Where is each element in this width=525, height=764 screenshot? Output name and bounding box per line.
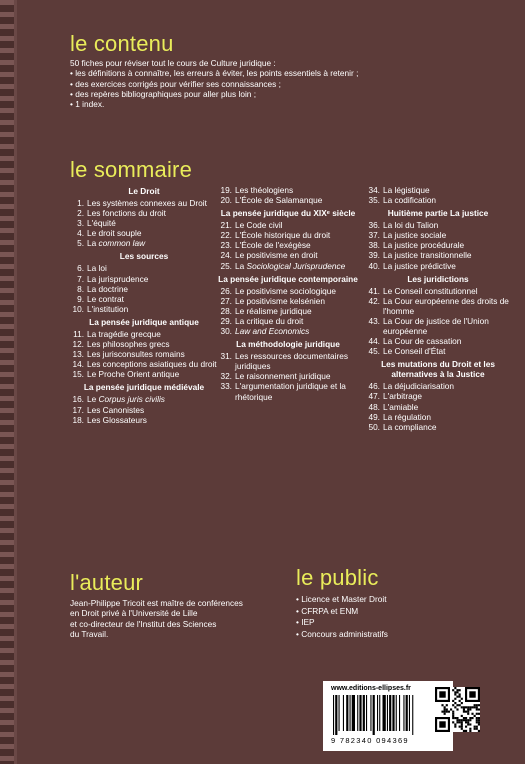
list-item: 29. La critique du droit bbox=[220, 315, 304, 326]
sommaire-title: le sommaire bbox=[70, 157, 193, 182]
list-item: 15. Le Proche Orient antique bbox=[72, 369, 180, 380]
list-item: 8. La doctrine bbox=[77, 283, 129, 294]
list-item: 50. La compliance bbox=[368, 421, 437, 432]
list-item: 33. L'argumentation juridique et la rhétorique bbox=[220, 381, 346, 402]
decorative-stripes bbox=[0, 0, 14, 764]
list-item: 19. Les théologiens bbox=[220, 185, 294, 195]
list-item: 27. Le positivisme kelsénien bbox=[220, 295, 325, 306]
list-item: 35. La codification bbox=[368, 195, 437, 206]
list-item: 5. La common law bbox=[77, 238, 146, 249]
list-item: 1. Les systèmes connexes au Droit bbox=[77, 198, 207, 208]
contenu-line: • des exercices corrigés pour vérifier ses connaissances ; bbox=[70, 78, 281, 89]
list-item: 20. L'École de Salamanque bbox=[220, 195, 323, 206]
list-item: 18. Les Glossateurs bbox=[72, 414, 147, 425]
list-item: 37. La justice sociale bbox=[368, 230, 447, 241]
list-item: 32. Le raisonnement juridique bbox=[220, 371, 331, 382]
list-item: 38. La justice procédurale bbox=[368, 240, 465, 251]
section-heading: La pensée juridique médiévale bbox=[83, 382, 205, 393]
public-item: • Licence et Master Droit bbox=[296, 594, 387, 604]
section-heading: La pensée juridique du XIXᵉ siècle bbox=[220, 208, 356, 219]
list-item: 40. La justice prédictive bbox=[368, 260, 456, 271]
list-item: 13. Les jurisconsultes romains bbox=[72, 349, 185, 360]
barcode-panel bbox=[323, 681, 453, 751]
section-heading: Le Droit bbox=[128, 186, 160, 196]
auteur-text bbox=[70, 598, 243, 639]
list-item: 9. Le contrat bbox=[77, 293, 124, 304]
list-item: 22. L'École historique du droit bbox=[220, 230, 331, 241]
list-item: 14. Les conceptions asiatiques du droit bbox=[72, 359, 217, 370]
list-item: 10. L'institution bbox=[72, 303, 129, 314]
contenu-text bbox=[70, 58, 358, 109]
sommaire-column-3 bbox=[366, 185, 510, 432]
list-item: 3. L'équité bbox=[77, 218, 116, 229]
list-item: 43. La Cour de justice de l'Union européenne bbox=[368, 315, 489, 337]
public-title: le public bbox=[296, 565, 379, 590]
list-item: 47. L'arbitrage bbox=[368, 391, 422, 402]
section-heading: Les mutations du Droit et les alternatives à la Justice bbox=[381, 359, 495, 380]
section-heading: La pensée juridique antique bbox=[89, 316, 199, 327]
public-item: • IEP bbox=[296, 617, 315, 627]
qr-code-icon bbox=[435, 687, 480, 732]
list-item: 7. La jurisprudence bbox=[77, 273, 149, 284]
list-item: 4. Le droit souple bbox=[77, 228, 142, 239]
list-item: 24. Le positivisme en droit bbox=[220, 250, 318, 261]
section-heading: Les sources bbox=[119, 251, 169, 262]
publisher-url: www.editions-ellipses.fr bbox=[331, 685, 411, 692]
list-item: 46. La déjudiciarisation bbox=[368, 381, 455, 392]
list-item: 17. Les Canonistes bbox=[72, 404, 145, 415]
barcode-icon bbox=[331, 695, 443, 735]
list-item: 2. Les fonctions du droit bbox=[77, 208, 166, 219]
list-item: 36. La loi du Talion bbox=[368, 220, 439, 231]
list-item: 41. Le Conseil constitutionnel bbox=[368, 285, 478, 296]
list-item: 48. L'amiable bbox=[368, 401, 419, 412]
list-item: 21. Le Code civil bbox=[220, 220, 283, 231]
public-item: • CFRPA et ENM bbox=[296, 605, 359, 616]
section-heading: La pensée juridique contemporaine bbox=[218, 273, 358, 284]
list-item: 28. Le réalisme juridique bbox=[220, 305, 312, 316]
section-heading: La méthodologie juridique bbox=[236, 339, 340, 350]
list-item: 39. La justice transitionnelle bbox=[368, 250, 472, 261]
contenu-title: le contenu bbox=[70, 31, 174, 56]
list-item: 30. Law and Economics bbox=[220, 326, 310, 337]
auteur-line: Jean-Philippe Tricoit est maître de conférences bbox=[70, 598, 243, 608]
list-item: 6. La loi bbox=[77, 263, 107, 274]
list-item: 34. La légistique bbox=[368, 185, 430, 195]
auteur-line: et co-directeur de l'Institut des Sciences bbox=[70, 618, 217, 629]
list-item: 11. La tragédie grecque bbox=[73, 328, 161, 339]
auteur-line: en Droit privé à l'Université de Lille bbox=[70, 608, 198, 619]
list-item: 42. La Cour européenne des droits de l'homme bbox=[368, 295, 509, 316]
list-item: 49. La régulation bbox=[368, 411, 431, 422]
section-heading: Les juridictions bbox=[407, 273, 469, 284]
contenu-line: • les définitions à connaître, les erreurs à éviter, les points essentiels à retenir ; bbox=[70, 68, 359, 79]
public-item: • Concours administratifs bbox=[296, 628, 388, 639]
list-item: 12. Les philosophes grecs bbox=[72, 339, 170, 350]
list-item: 44. La Cour de cassation bbox=[368, 336, 462, 347]
public-list bbox=[296, 594, 388, 640]
list-item: 26. Le positivisme sociologique bbox=[220, 285, 337, 296]
sommaire-column-1 bbox=[70, 183, 218, 425]
auteur-line: du Travail. bbox=[70, 628, 109, 639]
contenu-line: • des repères bibliographiques pour aller plus loin ; bbox=[70, 88, 257, 99]
isbn-number: 9 782340 094369 bbox=[331, 736, 409, 745]
auteur-title: l'auteur bbox=[70, 570, 144, 595]
contenu-line: 50 fiches pour réviser tout le cours de Culture juridique : bbox=[70, 58, 276, 68]
sommaire-column-2 bbox=[218, 185, 358, 402]
contenu-line: • 1 index. bbox=[70, 99, 105, 110]
section-heading: Huitième partie La justice bbox=[387, 208, 489, 219]
list-item: 45. Le Conseil d'État bbox=[368, 346, 446, 357]
list-item: 16. Le Corpus juris civilis bbox=[72, 394, 165, 405]
list-item: 23. L'École de l'exégèse bbox=[220, 240, 311, 251]
list-item: 25. La Sociological Jurisprudence bbox=[220, 260, 346, 271]
list-item: 31. Les ressources documentaires juridiques bbox=[220, 351, 348, 372]
